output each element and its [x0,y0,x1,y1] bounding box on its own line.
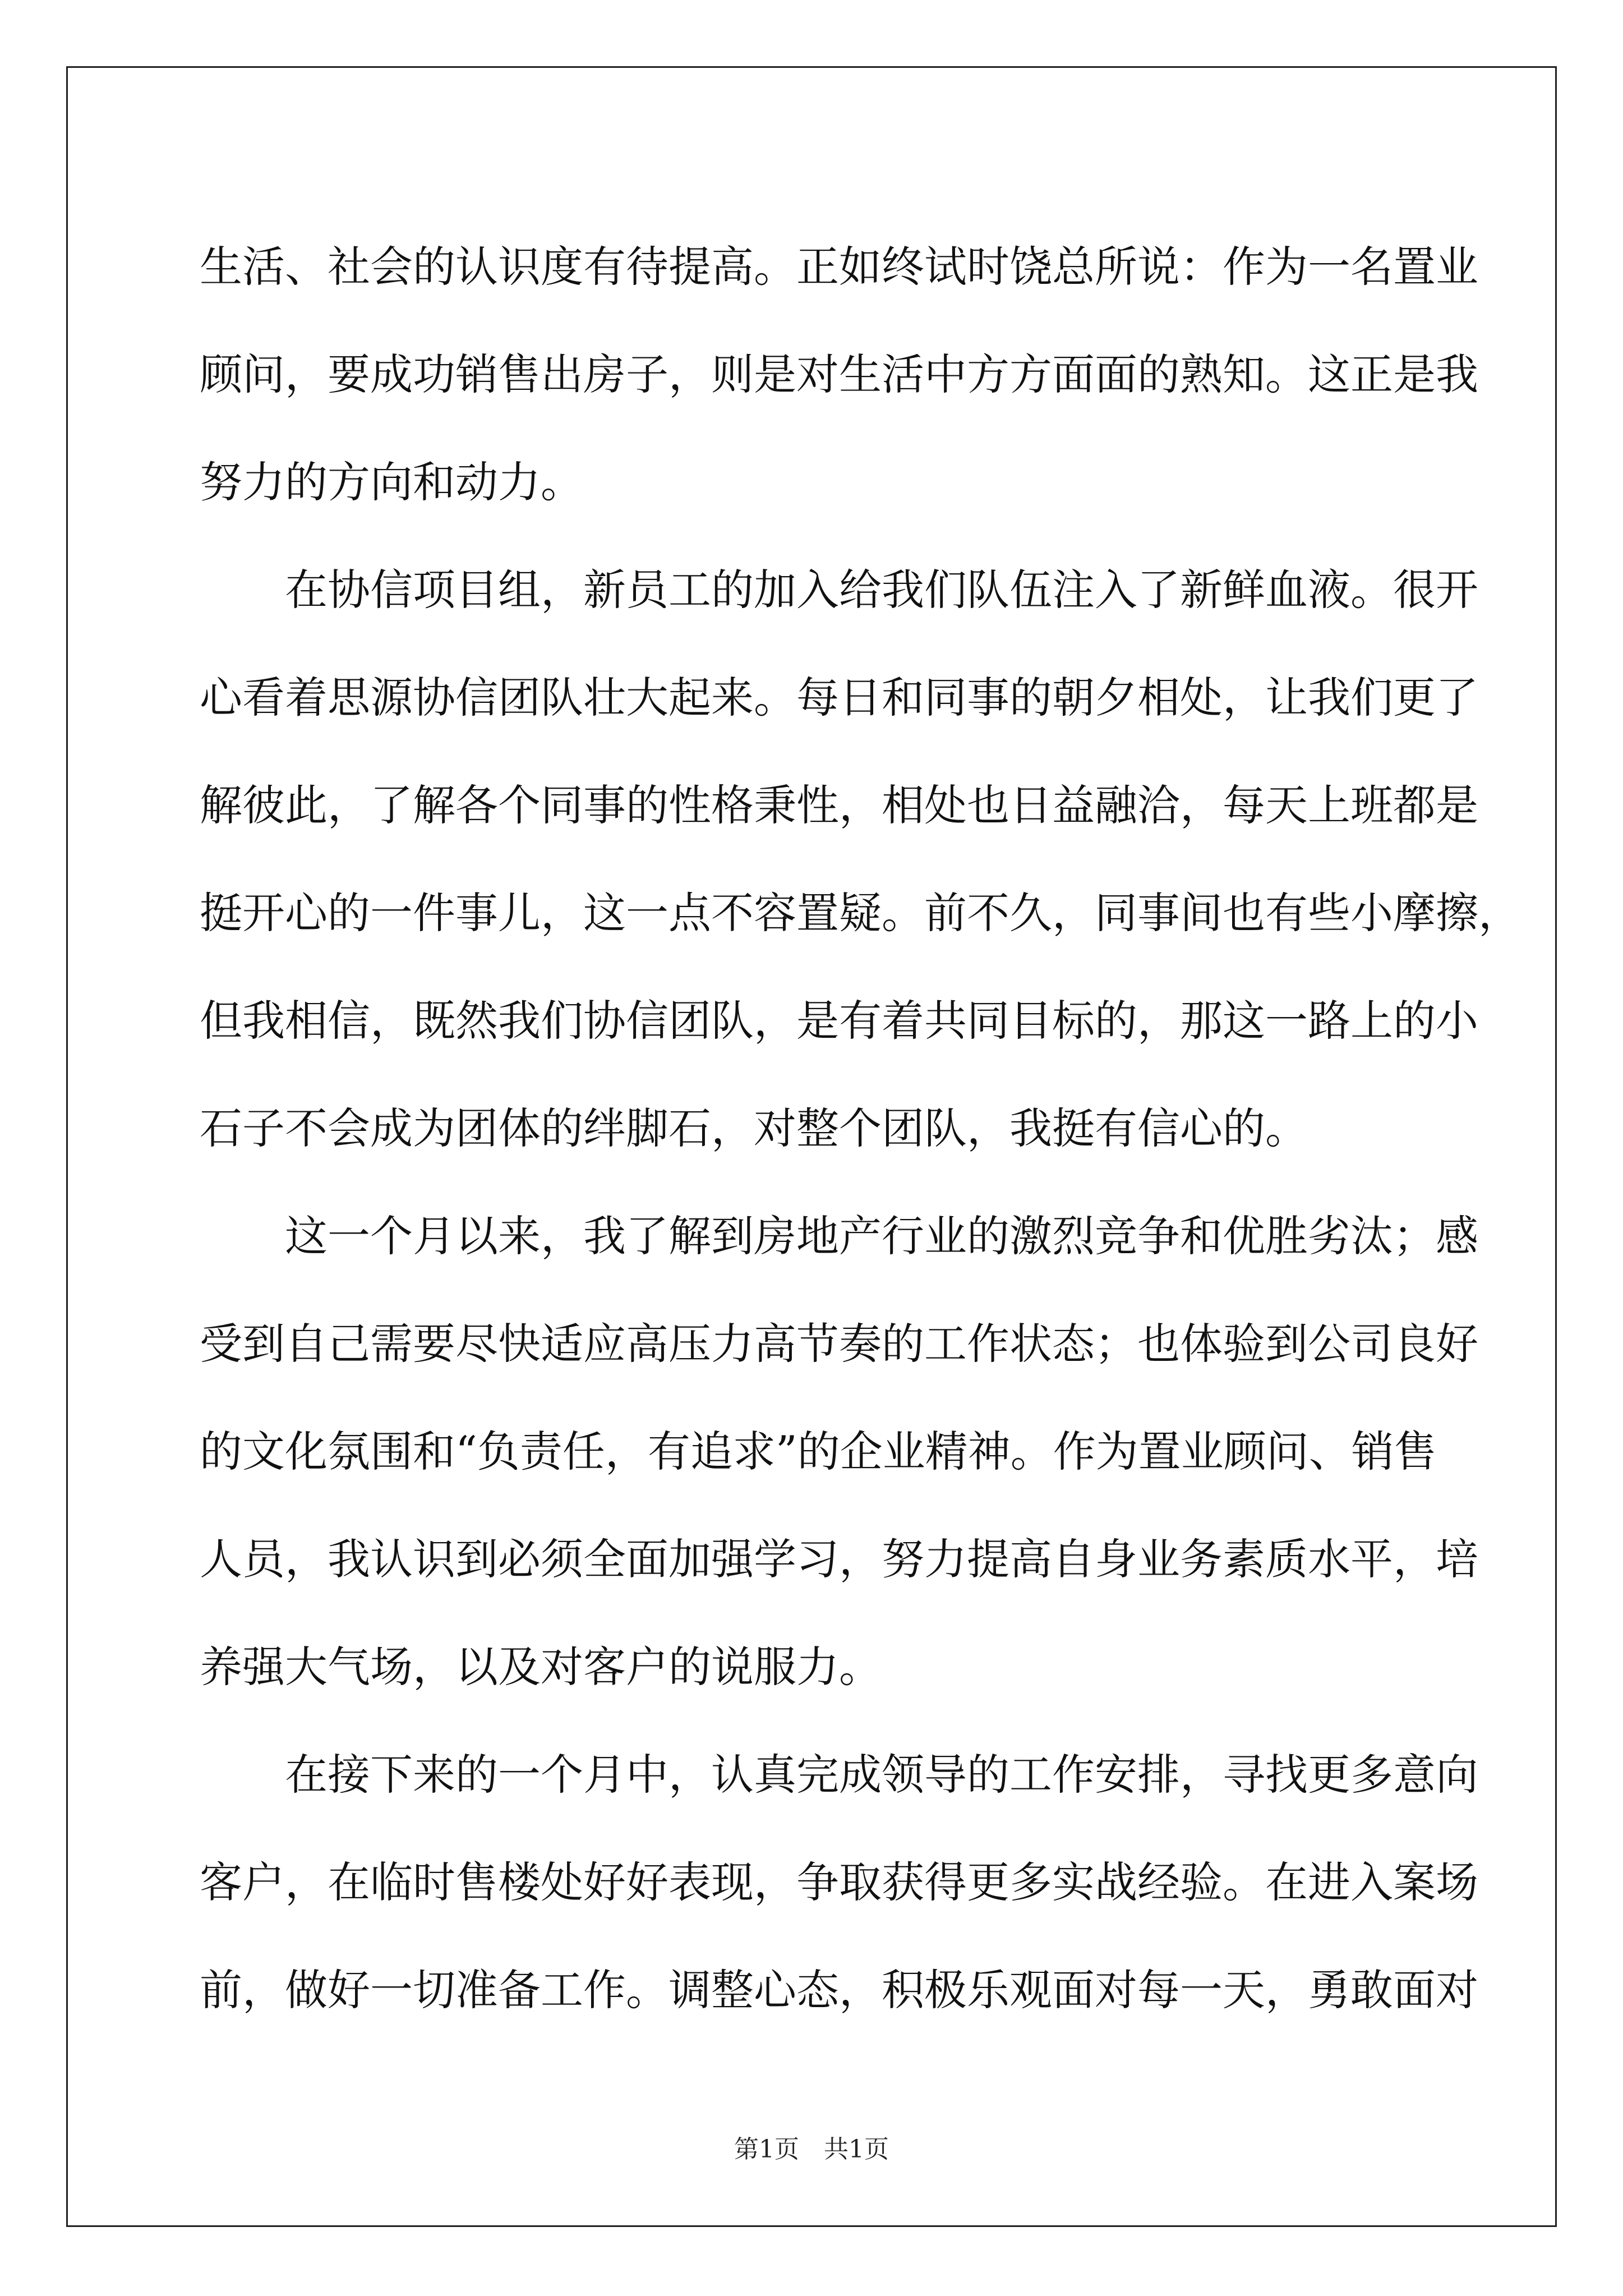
text-line: 但我相信，既然我们协信团队，是有着共同目标的，那这一路上的小 [200,996,1478,1046]
text-line: 挺开心的一件事儿，这一点不容置疑。前不久，同事间也有些小摩擦， [200,888,1521,938]
text-line: 生活、社会的认识度有待提高。正如终试时饶总所说：作为一名置业 [200,242,1478,292]
text-line: 受到自己需要尽快适应高压力高节奏的工作状态；也体验到公司良好 [200,1319,1478,1369]
text-line: 顾问，要成功销售出房子，则是对生活中方方面面的熟知。这正是我 [200,349,1478,399]
text-line: 在接下来的一个月中，认真完成领导的工作安排，寻找更多意向 [285,1750,1478,1800]
text-line: 在协信项目组，新员工的加入给我们队伍注入了新鲜血液。很开 [285,565,1478,615]
text-line: 人员，我认识到必须全面加强学习，努力提高自身业务素质水平，培 [200,1534,1478,1584]
text-line: 的文化氛围和“负责任，有追求”的企业精神。作为置业顾问、销售 [200,1427,1437,1476]
text-line: 解彼此，了解各个同事的性格秉性，相处也日益融洽，每天上班都是 [200,780,1478,830]
page-footer: 第1页 共1页 [734,2135,889,2164]
text-line: 努力的方向和动力。 [200,457,583,507]
text-line: 客户，在临时售楼处好好表现，争取获得更多实战经验。在进入案场 [200,1857,1478,1907]
document-body [200,213,1521,2044]
text-line: 前，做好一切准备工作。调整心态，积极乐观面对每一天，勇敢面对 [200,1965,1478,2015]
text-line: 这一个月以来，我了解到房地产行业的激烈竞争和优胜劣汰；感 [285,1211,1478,1261]
text-line: 石子不会成为团体的绊脚石，对整个团队，我挺有信心的。 [200,1103,1308,1153]
text-line: 心看着思源协信团队壮大起来。每日和同事的朝夕相处，让我们更了 [200,673,1478,723]
text-line: 养强大气场，以及对客户的说服力。 [200,1642,882,1692]
